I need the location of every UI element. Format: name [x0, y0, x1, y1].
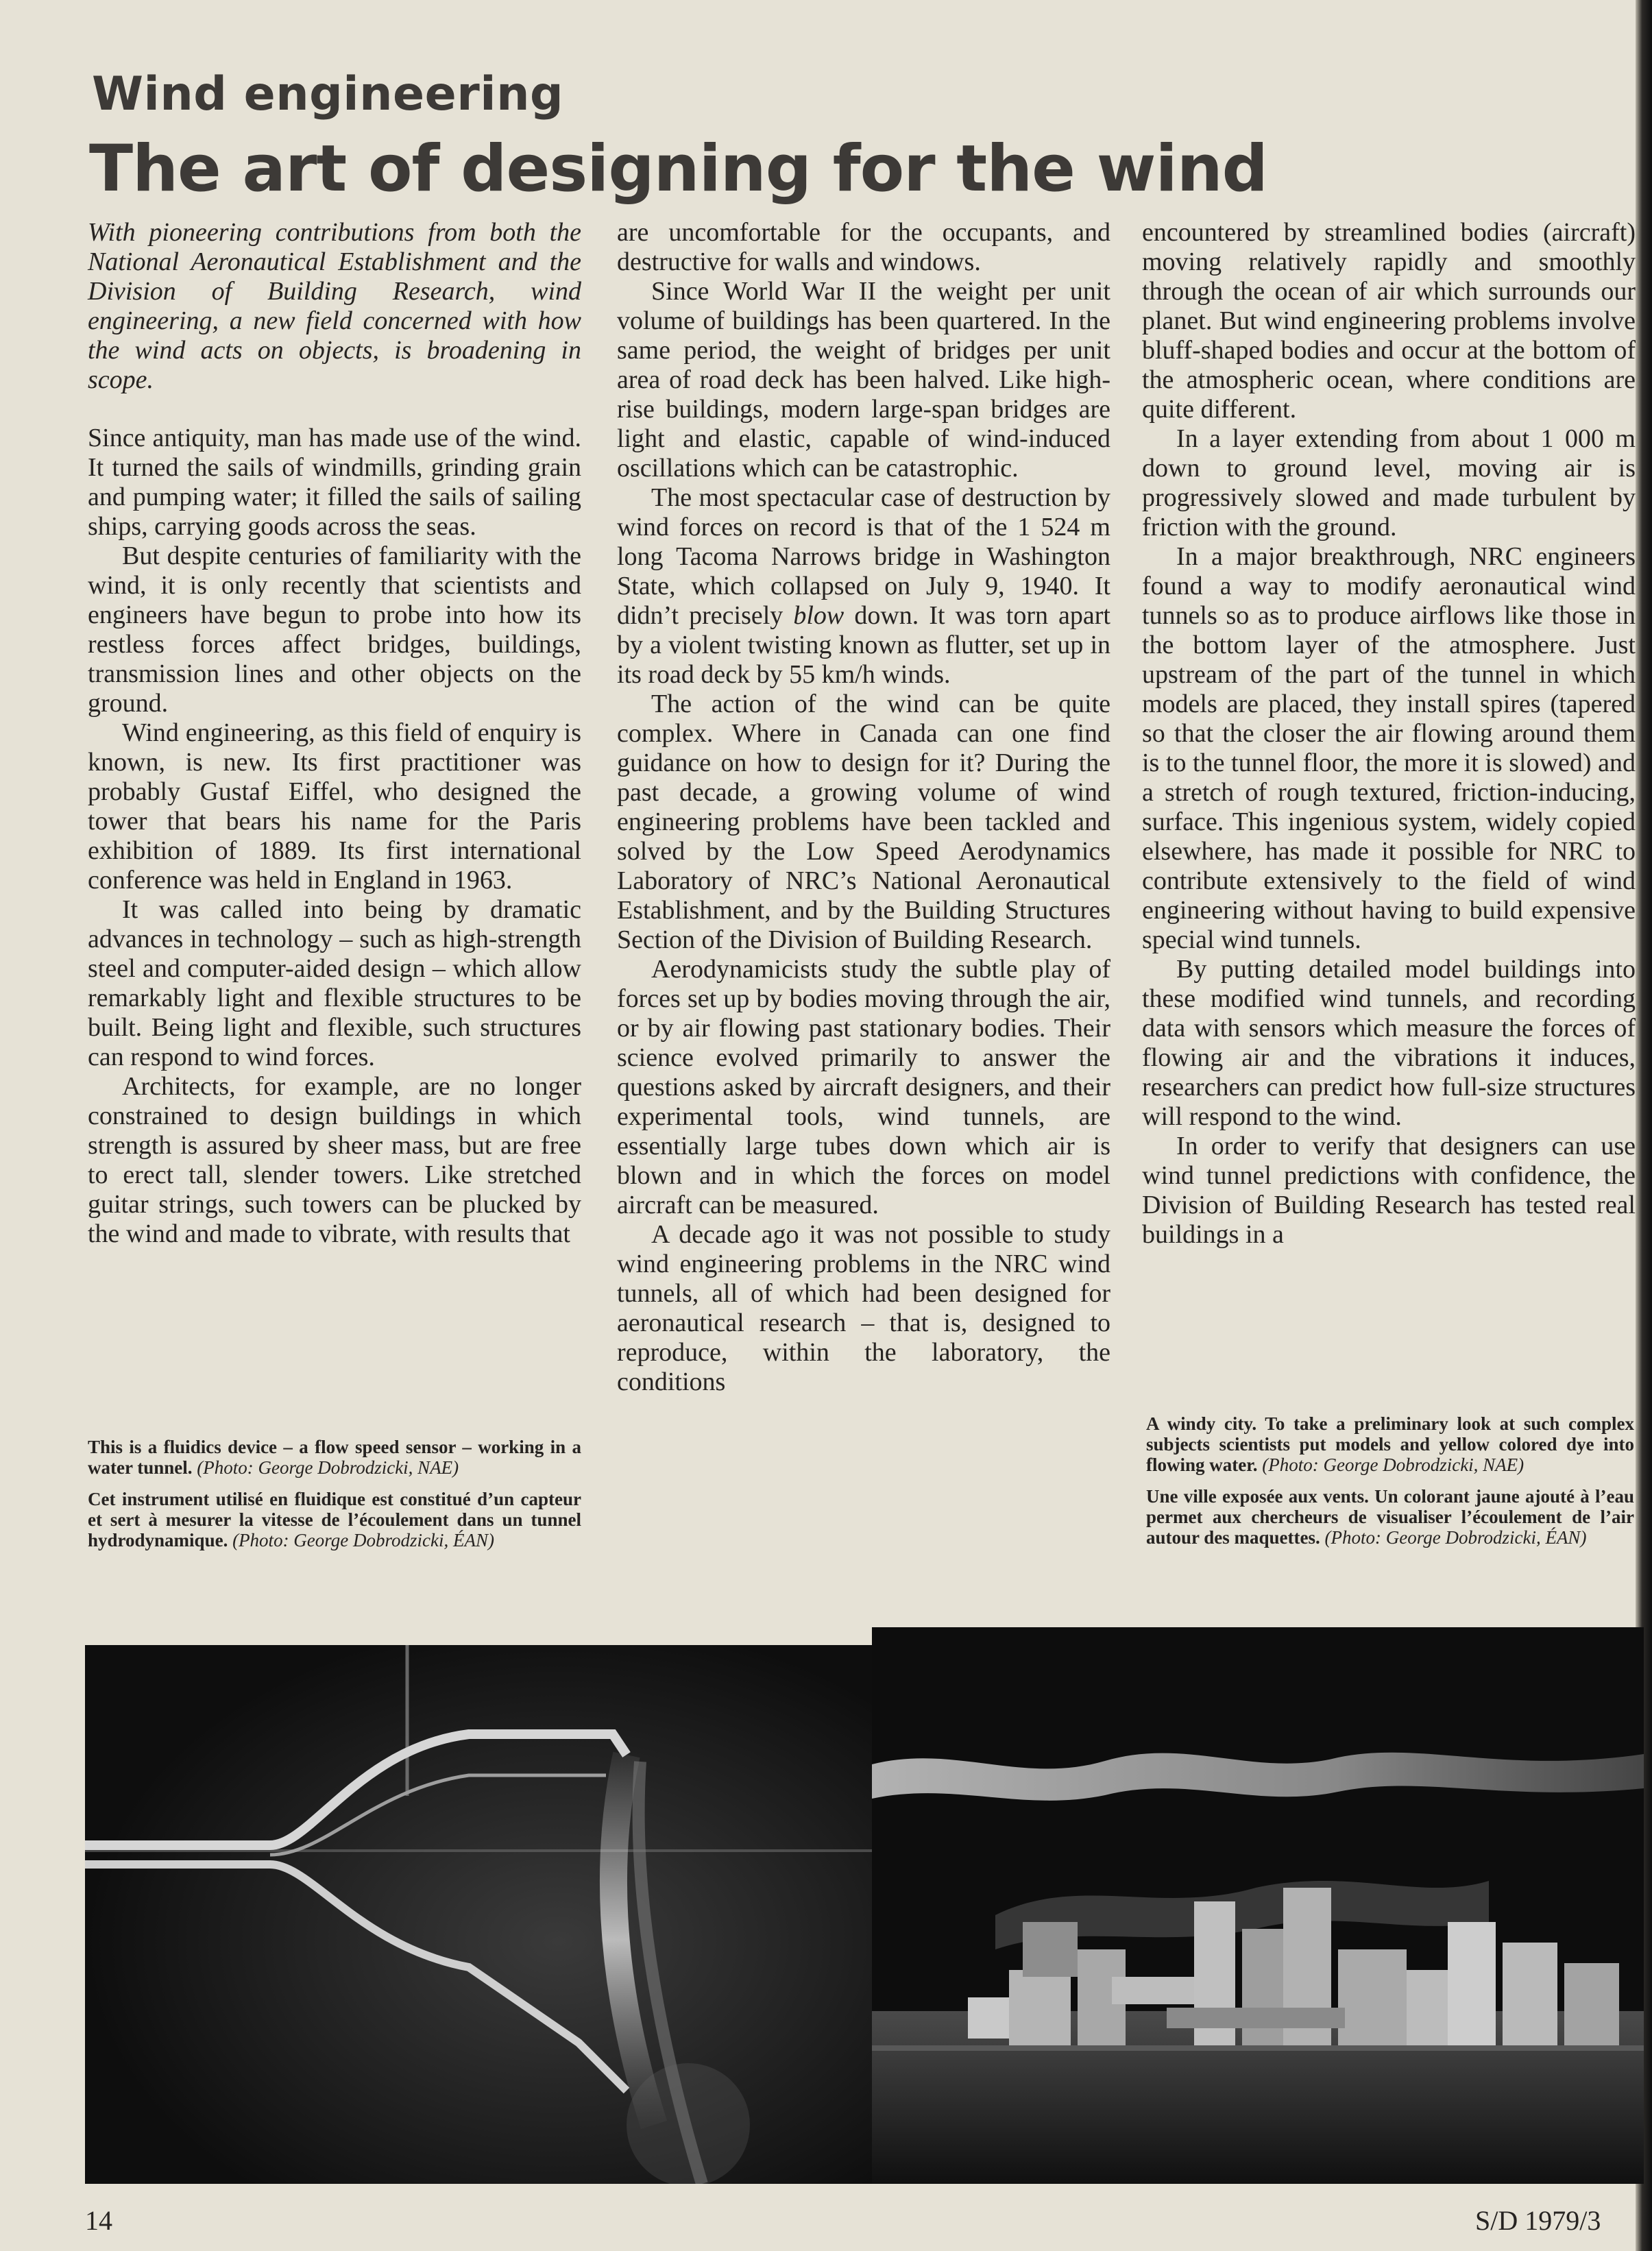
photo-fluidics-sensor	[85, 1645, 874, 2184]
caption-english	[88, 1437, 581, 1478]
photo-credit: (Photo: George Dobrodzicki, ÉAN)	[1324, 1527, 1587, 1548]
caption-text: A windy city. To take a preliminary look at such complex subjects scientists put models and yellow colored dye into flowing water.	[1146, 1413, 1634, 1475]
page-number: 14	[85, 2205, 112, 2236]
paragraph: Aerodynamicists study the subtle play of forces set up by bodies moving through the air, or by air flowing past stationary bodies. Their science evolved primarily to answer the questions asked by aircraft designers, and their experimental tools, wind tunnels, are essentially large tubes down which air is blown and in which the forces on model aircraft can be measured.	[617, 955, 1110, 1219]
photo-model-city-dye-flow	[872, 1627, 1644, 2184]
paragraph: are uncomfortable for the occupants, and destructive for walls and windows.	[617, 218, 1110, 276]
paragraph: Since World War II the weight per unit volume of buildings has been quartered. In the same period, the weight of bridges per unit area of road deck has been halved. Like high-rise buildings, modern large-span bridges are light and elastic, capable of wind-induced oscillations which can be catastrophic.	[617, 277, 1110, 483]
caption-french	[1146, 1486, 1634, 1548]
paragraph: By putting detailed model buildings into these modified wind tunnels, and recording data with sensors which measure the forces of flowing air and the vibrations it induces, researchers can predict how full-size structures will respond to the wind.	[1142, 955, 1636, 1131]
photo-credit: (Photo: George Dobrodzicki, ÉAN)	[232, 1530, 494, 1550]
article-column-2	[617, 218, 1110, 1397]
article-column-3	[1142, 218, 1636, 1250]
paragraph: The action of the wind can be quite complex. Where in Canada can one find guidance on how to design for it? During the past decade, a growing volume of wind engineering problems have been tackled and solved by the Low Speed Aerodynamics Laboratory of NRC’s National Aeronautical Establishment, and by the Building Structures Section of the Division of Building Research.	[617, 690, 1110, 954]
paragraph-text: down. It was torn apart by a violent twisting known as flutter, set up in its road deck by 55 km/h winds.	[617, 601, 1110, 689]
model-city-image	[872, 1627, 1644, 2184]
paragraph: A decade ago it was not possible to study wind engineering problems in the NRC wind tunnels, all of which had been designed for aeronautical research – that is, designed to reproduce, within the laboratory, the conditions	[617, 1220, 1110, 1396]
article-headline: The art of designing for the wind	[89, 132, 1267, 206]
paragraph: Architects, for example, are no longer constrained to design buildings in which strength is assured by sheer mass, but are free to erect tall, slender towers. Like stretched guitar strings, such towers can be plucked by the wind and made to vibrate, with results that	[88, 1072, 581, 1248]
paragraph	[617, 483, 1110, 690]
caption-text: Une ville exposée aux vents. Un colorant jaune ajouté à l’eau permet aux chercheurs de visualiser l’écoulement de l’air autour des maquettes.	[1146, 1486, 1634, 1548]
article-lead: With pioneering contributions from both the National Aeronautical Establishment and the Division of Building Research, wind engineering, a new field concerned with how the wind acts on objects, is broadening in scope.	[88, 218, 581, 394]
article-column-1	[88, 218, 581, 1249]
issue-label: S/D 1979/3	[1475, 2205, 1601, 2236]
photo-credit: (Photo: George Dobrodzicki, NAE)	[1262, 1455, 1525, 1475]
section-label: Wind engineering	[92, 67, 564, 121]
caption-text: This is a fluidics device – a flow speed sensor – working in a water tunnel.	[88, 1437, 581, 1478]
paragraph: encountered by streamlined bodies (aircraft) moving relatively rapidly and smoothly through the ocean of air which surrounds our planet. But wind engineering problems involve bluff-shaped bodies and occur at the bottom of the atmospheric ocean, where conditions are quite different.	[1142, 218, 1636, 424]
caption-windy-city	[1146, 1413, 1634, 1559]
emphasis: blow	[793, 601, 845, 630]
caption-english	[1146, 1413, 1634, 1475]
paragraph: Since antiquity, man has made use of the wind. It turned the sails of windmills, grinding grain and pumping water; it filled the sails of sailing ships, carrying goods across the seas.	[88, 424, 581, 541]
caption-french	[88, 1489, 581, 1550]
paragraph: In a layer extending from about 1 000 m down to ground level, moving air is progressively slowed and made turbulent by friction with the ground.	[1142, 424, 1636, 542]
paragraph: Wind engineering, as this field of enquiry is known, is new. Its first practitioner was probably Gustaf Eiffel, who designed the tower that bears his name for the Paris exhibition of 1889. Its first international conference was held in England in 1963.	[88, 718, 581, 895]
paragraph: In a major breakthrough, NRC engineers found a way to modify aeronautical wind tunnels so as to produce airflows like those in the bottom layer of the atmosphere. Just upstream of the part of the tunnel in which models are placed, they install spires (tapered so that the closer the air flowing around them is to the tunnel floor, the more it is slowed) and a stretch of rough textured, friction-inducing, surface. This ingenious system, widely copied elsewhere, has made it possible for NRC to contribute extensively to the field of wind engineering without having to build expensive special wind tunnels.	[1142, 542, 1636, 954]
fluidics-sensor-image	[85, 1645, 874, 2184]
caption-fluidics-device	[88, 1437, 581, 1561]
paragraph: In order to verify that designers can use wind tunnel predictions with confidence, the Division of Building Research has tested real buildings in a	[1142, 1132, 1636, 1249]
paragraph: It was called into being by dramatic advances in technology – such as high-strength steel and computer-aided design – which allow remarkably light and flexible structures to be built. Being light and flexible, such structures can respond to wind forces.	[88, 895, 581, 1071]
caption-text: Cet instrument utilisé en fluidique est constitué d’un capteur et sert à mesurer la vitesse de l’écoulement dans un tunnel hydrodynamique.	[88, 1489, 581, 1550]
photo-credit: (Photo: George Dobrodzicki, NAE)	[197, 1457, 459, 1478]
paragraph-text: The most spectacular case of destruction by wind forces on record is that of the 1 524 m long Tacoma Narrows bridge in Washington State, which collapsed on July 9, 1940. It didn’t precisely	[617, 483, 1110, 630]
paragraph: But despite centuries of familiarity with the wind, it is only recently that scientists and engineers have begun to probe into how its restless forces affect bridges, buildings, transmission lines and other objects on the ground.	[88, 542, 581, 718]
